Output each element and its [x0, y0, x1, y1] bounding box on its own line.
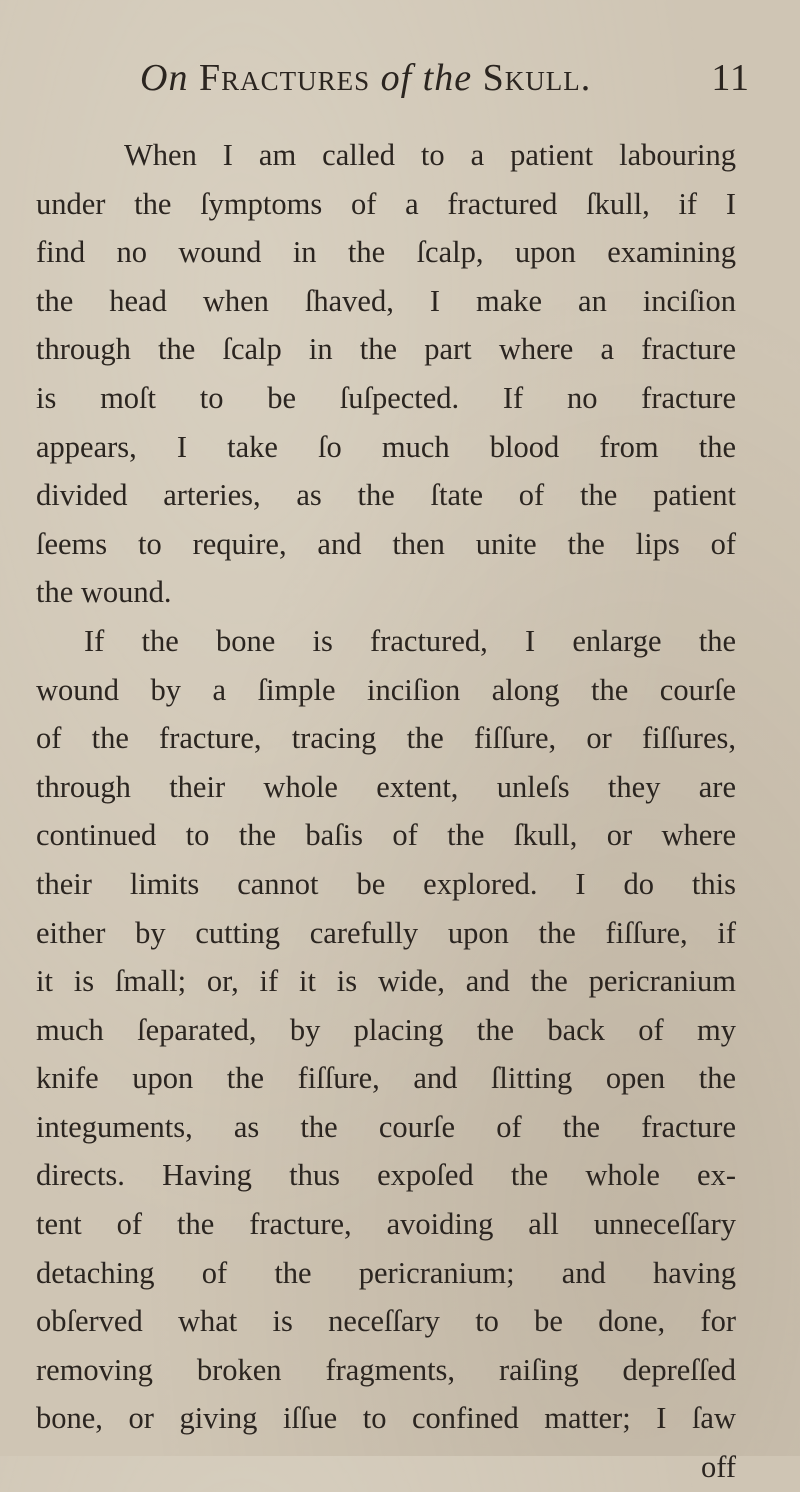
page-number: 11 [711, 57, 750, 99]
text-line: divided arteries, as the ſtate of the patient [36, 478, 736, 513]
catchword: off [700, 1450, 736, 1485]
running-head [110, 56, 750, 108]
text-line: wound by a ſimple inciſion along the courſe [36, 672, 736, 707]
text-line: directs. Having thus expoſed the whole ex- [36, 1158, 736, 1193]
text-line: under the ſymptoms of a fractured ſkull, if I [36, 186, 736, 221]
text-line: either by cutting carefully upon the fiſſure, if [36, 915, 736, 950]
body-text [36, 131, 736, 1492]
text-line: removing broken fragments, raiſing depreſſed [36, 1352, 736, 1387]
text-line: tent of the fracture, avoiding all unneceſſary [36, 1207, 736, 1242]
text-line: appears, I take ſo much blood from the [36, 429, 736, 464]
text-line: ſeems to require, and then unite the lips of [36, 526, 736, 561]
text-line: detaching of the pericranium; and having [36, 1255, 736, 1290]
text-line: obſerved what is neceſſary to be done, for [36, 1304, 736, 1339]
text-line: If the bone is fractured, I enlarge the [84, 623, 736, 658]
text-line: the head when ſhaved, I make an inciſion [36, 283, 736, 318]
text-line: bone, or giving iſſue to confined matter; I ſaw [36, 1401, 736, 1436]
text-line: knife upon the fiſſure, and ſlitting open the [36, 1061, 736, 1096]
running-title-prefix: On [140, 57, 189, 99]
text-line: through the ſcalp in the part where a fracture [36, 332, 736, 367]
text-line: through their whole extent, unleſs they are [36, 769, 736, 804]
text-line: integuments, as the courſe of the fracture [36, 1109, 736, 1144]
text-line: much ſeparated, by placing the back of my [36, 1012, 736, 1047]
running-title-mid: of the [380, 57, 473, 99]
text-line: their limits cannot be explored. I do this [36, 866, 736, 901]
text-line: it is ſmall; or, if it is wide, and the pericranium [36, 964, 736, 999]
text-line: find no wound in the ſcalp, upon examining [36, 235, 736, 270]
text-line: is moſt to be ſuſpected. If no fracture [36, 380, 736, 415]
text-line: When I am called to a patient labouring [124, 138, 736, 172]
text-line: the wound. [36, 575, 172, 610]
running-title [140, 56, 591, 100]
running-title-word-skull: Skull. [482, 57, 592, 99]
text-line: of the fracture, tracing the fiſſure, or fiſſures, [36, 721, 736, 756]
running-title-word-fractures: Fractures [198, 57, 371, 99]
text-line: continued to the baſis of the ſkull, or where [36, 818, 736, 853]
